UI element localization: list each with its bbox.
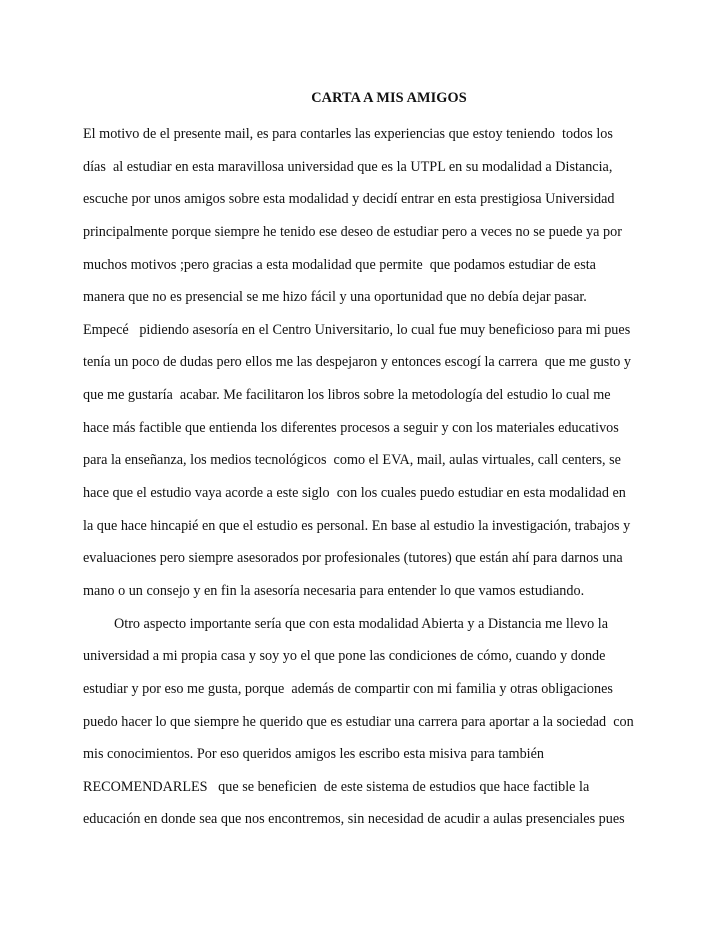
text-line: El motivo de el presente mail, es para contarles las experiencias que estoy teniendo todos los: [83, 126, 613, 142]
text-line-indented: Otro aspecto importante sería que con esta modalidad Abierta y a Distancia me llevo la: [114, 615, 609, 632]
text-line: RECOMENDARLES que se beneficien de este sistema de estudios que hace factible la: [83, 778, 590, 795]
text-line: muchos motivos ;pero gracias a esta modalidad que permite que podamos estudiar de esta: [83, 256, 596, 273]
document-title-text: CARTA A MIS AMIGOS: [311, 90, 467, 106]
text-line: días al estudiar en esta maravillosa universidad que es la UTPL en su modalidad a Distancia,: [83, 158, 613, 175]
text-line: evaluaciones pero siempre asesorados por profesionales (tutores) que están ahí para darnos una: [83, 550, 623, 567]
document-title: [0, 88, 728, 108]
text-line: principalmente porque siempre he tenido ese deseo de estudiar pero a veces no se puede ya por: [83, 223, 622, 240]
text-line: para la enseñanza, los medios tecnológicos como el EVA, mail, aulas virtuales, call centers, se: [83, 452, 621, 469]
text-line: hace más factible que entienda los diferentes procesos a seguir y con los materiales educativos: [83, 419, 619, 436]
text-line: escuche por unos amigos sobre esta modalidad y decidí entrar en esta prestigiosa Universidad: [83, 191, 615, 208]
letter-body: [83, 124, 663, 842]
text-line: estudiar y por eso me gusta, porque además de compartir con mi familia y otras obligaciones: [83, 680, 613, 697]
text-line: Empecé pidiendo asesoría en el Centro Universitario, lo cual fue muy beneficioso para mi pues: [83, 321, 631, 338]
text-line: que me gustaría acabar. Me facilitaron los libros sobre la metodología del estudio lo cual me: [83, 387, 611, 404]
text-line: manera que no es presencial se me hizo fácil y una oportunidad que no debía dejar pasar.: [83, 289, 587, 306]
text-line: hace que el estudio vaya acorde a este siglo con los cuales puedo estudiar en esta modalidad en: [83, 485, 626, 502]
text-line: mano o un consejo y en fin la asesoría necesaria para entender lo que vamos estudiando.: [83, 582, 585, 599]
text-line: mis conocimientos. Por eso queridos amigos les escribo esta misiva para también: [83, 746, 544, 763]
text-line: tenía un poco de dudas pero ellos me las despejaron y entonces escogí la carrera que me gusto y: [83, 354, 631, 371]
text-line: universidad a mi propia casa y soy yo el que pone las condiciones de cómo, cuando y donde: [83, 648, 606, 665]
text-line: la que hace hincapié en que el estudio es personal. En base al estudio la investigación, trabajos y: [83, 517, 631, 534]
text-line: educación en donde sea que nos encontremos, sin necesidad de acudir a aulas presenciales pues: [83, 811, 625, 828]
text-line: puedo hacer lo que siempre he querido que es estudiar una carrera para aportar a la sociedad con: [83, 713, 634, 730]
